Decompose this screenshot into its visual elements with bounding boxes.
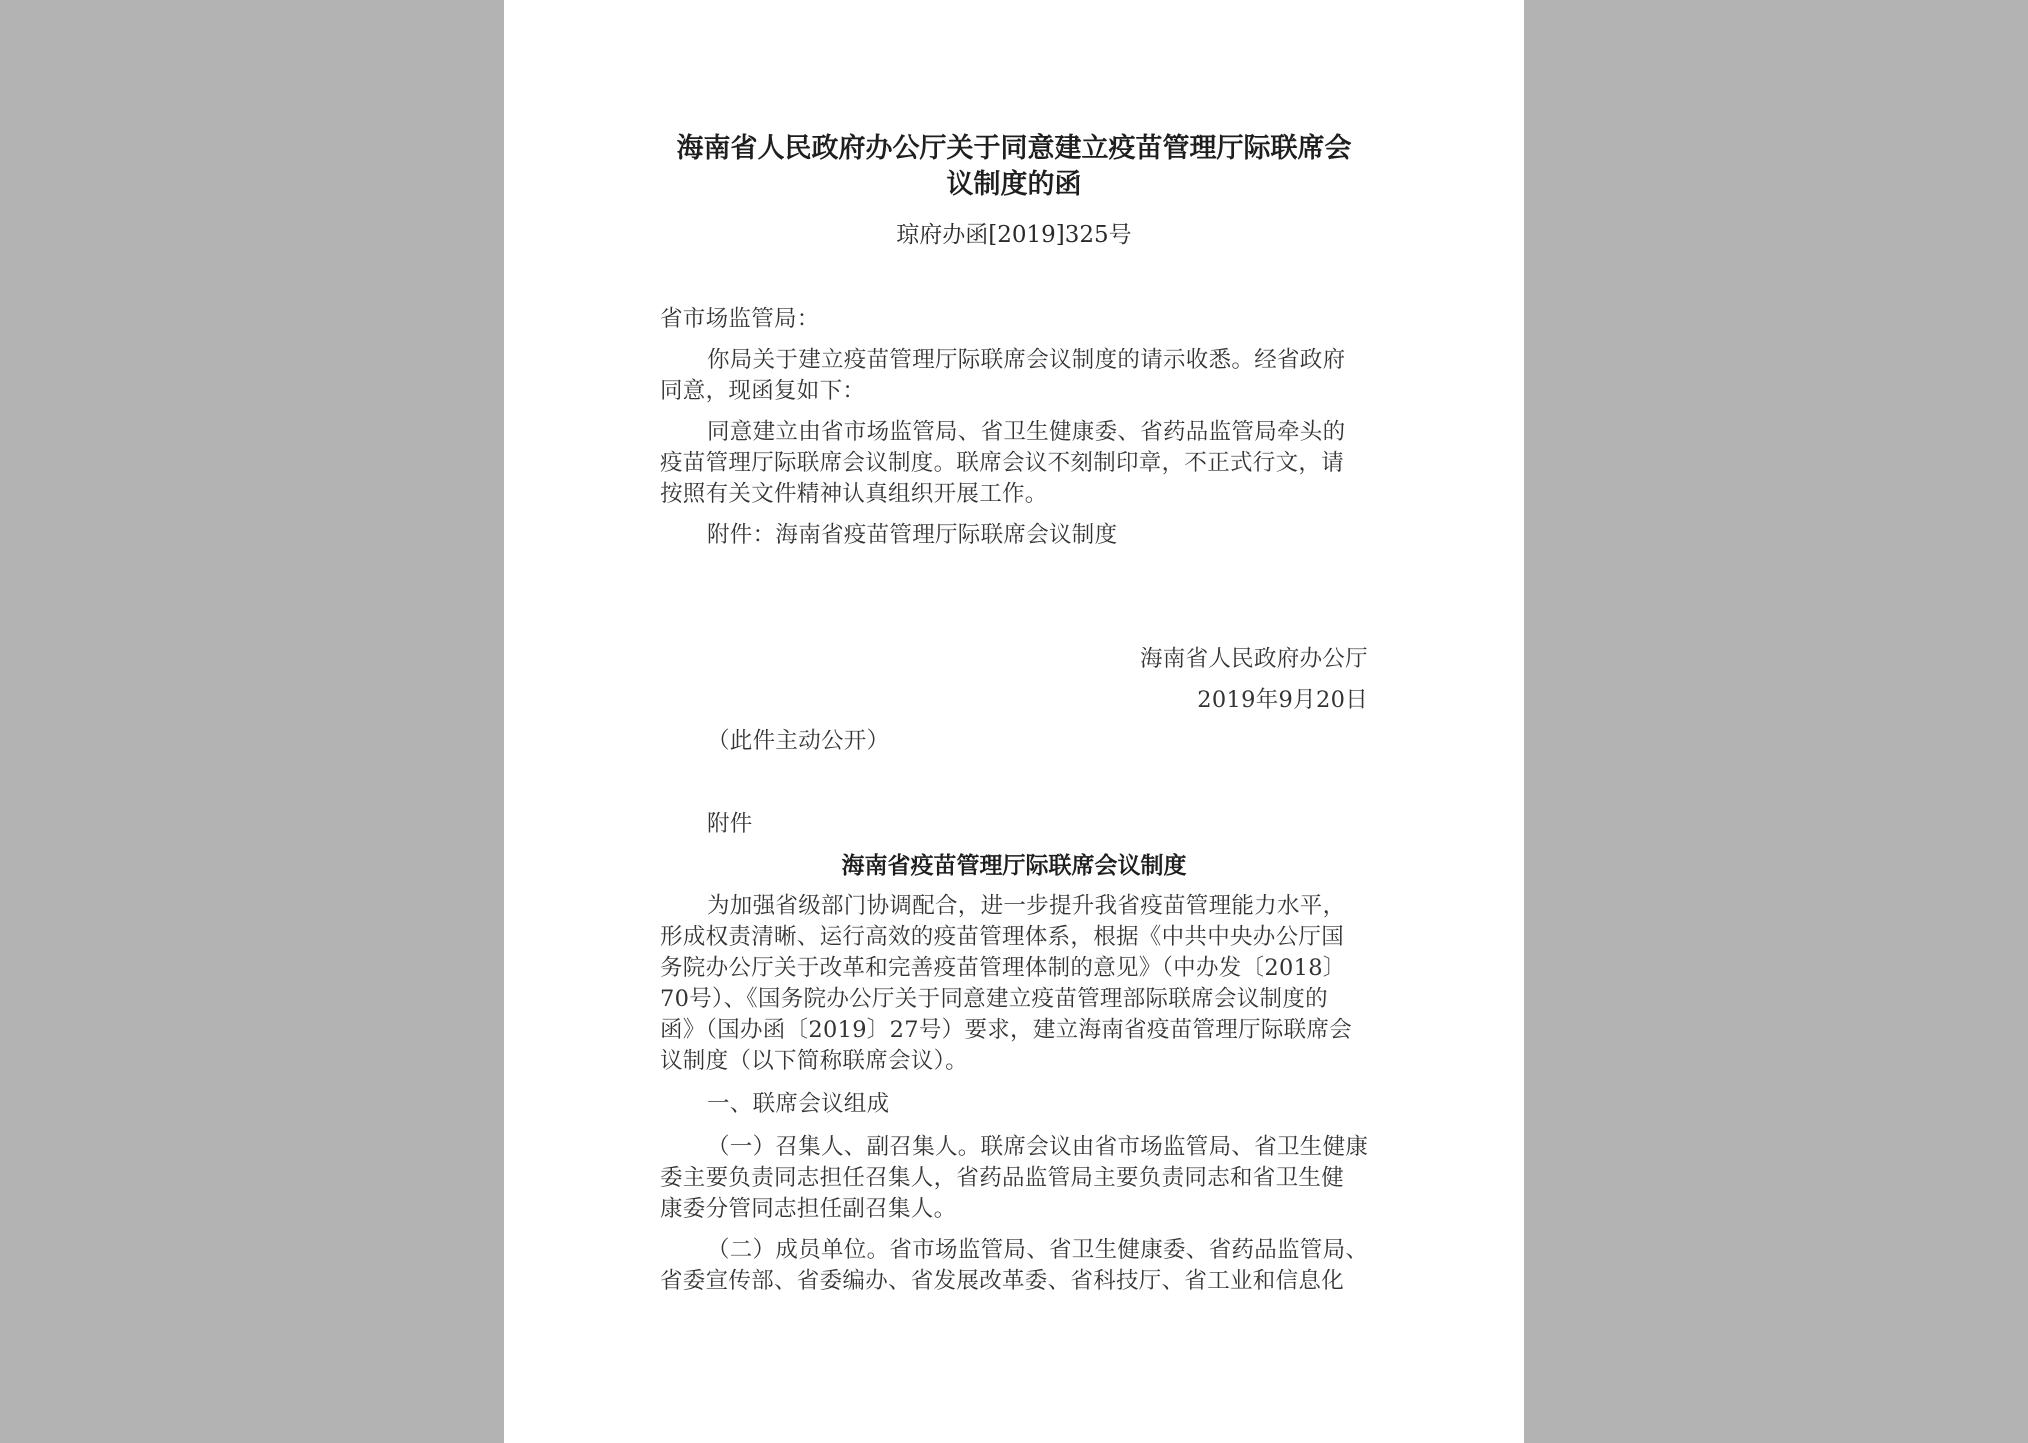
- issuer-name: 海南省人民政府办公厅: [1139, 646, 1368, 672]
- paragraph-2-line-2: 疫苗管理厅际联席会议制度。联席会议不刻制印章，不正式行文，请: [660, 450, 1345, 476]
- annex-intro-line-2: 形成权责清晰、运行高效的疫苗管理体系，根据《中共中央办公厅国: [660, 924, 1345, 950]
- item-1-line-1: （一）召集人、副召集人。联席会议由省市场监管局、省卫生健康: [707, 1134, 1369, 1160]
- paragraph-1-line-2: 同意，现函复如下：: [660, 378, 866, 404]
- item-1-line-2: 委主要负责同志担任召集人，省药品监管局主要负责同志和省卫生健: [660, 1165, 1345, 1191]
- item-1-line-3: 康委分管同志担任副召集人。: [660, 1196, 957, 1222]
- annex-title: 海南省疫苗管理厅际联席会议制度: [841, 852, 1187, 879]
- section-heading-1: 一、联席会议组成: [707, 1091, 890, 1117]
- annex-intro-line-5: 函》（国办函〔2019〕27号）要求，建立海南省疫苗管理厅际联席会: [660, 1017, 1353, 1043]
- annex-intro-line-1: 为加强省级部门协调配合，进一步提升我省疫苗管理能力水平，: [707, 893, 1346, 919]
- annex-intro-line-4: 70号）、《国务院办公厅关于同意建立疫苗管理部际联席会议制度的: [660, 986, 1328, 1012]
- paragraph-2-line-1: 同意建立由省市场监管局、省卫生健康委、省药品监管局牵头的: [707, 419, 1346, 445]
- addressee: 省市场监管局：: [660, 306, 820, 332]
- attachment-note: 附件：海南省疫苗管理厅际联席会议制度: [707, 522, 1118, 548]
- issue-date: 2019年9月20日: [1197, 687, 1368, 713]
- item-2-line-1: （二）成员单位。省市场监管局、省卫生健康委、省药品监管局、: [707, 1237, 1369, 1263]
- document-page: [504, 0, 1524, 1443]
- paragraph-2-line-3: 按照有关文件精神认真组织开展工作。: [660, 481, 1048, 507]
- annex-label: 附件: [707, 811, 753, 837]
- annex-intro-line-3: 务院办公厅关于改革和完善疫苗管理体制的意见》（中办发〔2018〕: [660, 955, 1346, 981]
- annex-intro-line-6: 议制度（以下简称联席会议）。: [660, 1048, 968, 1074]
- item-2-line-2: 省委宣传部、省委编办、省发展改革委、省科技厅、省工业和信息化: [660, 1268, 1345, 1294]
- disclosure-note: （此件主动公开）: [707, 728, 890, 754]
- paragraph-1-line-1: 你局关于建立疫苗管理厅际联席会议制度的请示收悉。经省政府: [707, 347, 1346, 373]
- document-title-line-1: 海南省人民政府办公厅关于同意建立疫苗管理厅际联席会: [676, 133, 1352, 164]
- document-title-line-2: 议制度的函: [946, 169, 1082, 200]
- document-number: 琼府办函[2019]325号: [896, 222, 1132, 248]
